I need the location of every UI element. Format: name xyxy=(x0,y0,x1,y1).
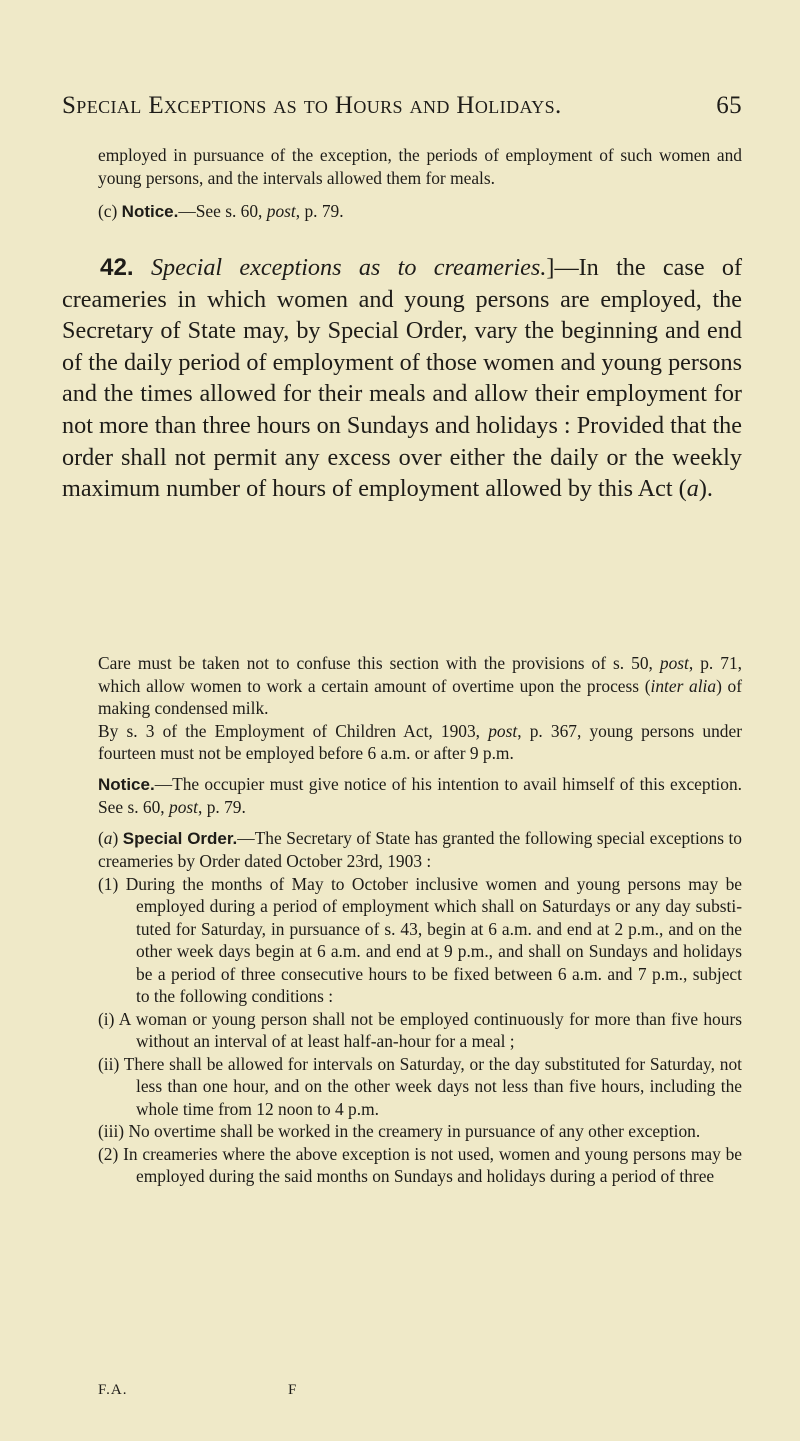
section-42-paragraph xyxy=(62,252,742,505)
condition-ii xyxy=(98,1053,742,1121)
notes xyxy=(98,652,742,1188)
special-order-heading: Special Order. xyxy=(122,828,238,848)
section-42 xyxy=(62,252,742,505)
care-text-c: ) of making condensed milk. xyxy=(98,675,743,718)
order-item-1 xyxy=(98,873,742,1008)
notice-c-label: (c) xyxy=(98,201,118,221)
section-body-end: ). xyxy=(698,475,713,503)
children-act-text-a: By s. 3 of the Employment of Children Act, 1903, xyxy=(98,720,489,741)
condition-i-label: (i) xyxy=(98,1008,115,1029)
section-bracket: ] xyxy=(546,254,555,281)
signature-left: F.A. xyxy=(98,1382,128,1398)
section-title: Special exceptions as to creameries. xyxy=(150,254,547,281)
order-item-2-label: (2) xyxy=(98,1143,119,1164)
notice-heading: Notice. xyxy=(98,774,155,794)
notice-c-text: —See s. 60, xyxy=(178,201,267,221)
continuation-paragraph: employed in pursuance of the exception, the periods of employment of such women and young persons, and the intervals allowed them for meals. xyxy=(98,145,742,188)
page-number: 65 xyxy=(716,92,742,119)
children-act-post: post xyxy=(488,720,518,741)
special-order-text: —The Secretary of State has granted the following special exceptions to creameries by Order dated October 23rd, 1903 : xyxy=(98,827,742,871)
condition-ii-label: (ii) xyxy=(98,1053,120,1074)
condition-iii xyxy=(98,1120,742,1143)
special-order-label-open: ( xyxy=(98,827,104,848)
care-text-b: , p. 71, which allow women to work a certain amount of overtime upon the process ( xyxy=(98,653,742,696)
notice-paragraph xyxy=(98,773,742,819)
notice-text-a: —The occupier must give notice of his intention to avail himself of this exception. See s. 60, xyxy=(98,773,742,817)
children-act-paragraph xyxy=(98,720,742,765)
order-item-2-text: In creameries where the above exception is not used, women and young persons may be employed during the said months on Sundays and holidays during a period of three xyxy=(123,1143,742,1186)
section-number: 42. xyxy=(100,254,134,281)
section-body: —In the case of creameries in which women and young persons are employed, the Secretary of State may, by Special Order, vary the beginning and end of the daily period of employment of those women and young persons and the times allowed for their meals and allow their employment for not more than three hours on Sundays and holidays : Provided that the order shall not permit any excess over either the daily or the weekly maximum number of hours of employment allowed by this Act ( xyxy=(62,254,743,503)
special-order-label-letter: a xyxy=(103,827,113,848)
care-inter-alia: inter alia xyxy=(650,675,717,696)
care-text-a: Care must be taken not to confuse this section with the provisions of s. 50, xyxy=(98,653,660,673)
notice-text-b: , p. 79. xyxy=(198,797,246,817)
notice-c-paragraph xyxy=(98,200,742,224)
condition-ii-text: There shall be allowed for intervals on Saturday, or the day substituted for Saturday, not less than one hour, and on the other week days not less than five hours, including the whole time from 12 noon to 4 p.m. xyxy=(123,1053,742,1119)
intro-continuation xyxy=(98,144,742,224)
running-head xyxy=(62,92,742,126)
order-item-1-label: (1) xyxy=(98,873,119,894)
order-item-1-text: During the months of May to October inclusive women and young persons may be employed during a period of employment which shall on Saturdays or any day substituted for Saturday, in pursuance of s. 43, begin at 6 a.m. and end at 2 p.m., and on the other week days begin at 6 a.m. and end at 9 p.m., and shall on Sundays and holidays be a period of three consecutive hours to be fixed between 6 a.m. and 7 p.m., subject to the following conditions : xyxy=(125,873,742,1006)
condition-i-text: A woman or young person shall not be employed continuously for more than five hours without an interval of at least half-an-hour for a meal ; xyxy=(118,1008,743,1051)
care-post: post xyxy=(659,653,689,673)
running-head-title: Special Exceptions as to Hours and Holidays. xyxy=(62,92,562,119)
care-paragraph xyxy=(98,652,742,720)
notice-c-page: , p. 79. xyxy=(295,201,344,221)
condition-iii-text: No overtime shall be worked in the creamery in pursuance of any other exception. xyxy=(128,1121,701,1141)
signature-line xyxy=(98,1382,518,1406)
notice-c-heading: Notice. xyxy=(121,202,179,221)
children-act-text-b: , p. 367, young persons under fourteen must not be employed before 6 a.m. or after 9 p.m. xyxy=(98,720,742,763)
condition-iii-label: (iii) xyxy=(98,1121,125,1141)
section-footnote-ref: a xyxy=(686,475,699,503)
condition-i xyxy=(98,1008,742,1053)
order-item-2 xyxy=(98,1143,742,1188)
special-order-paragraph xyxy=(98,827,742,873)
signature-right: F xyxy=(288,1382,298,1398)
notice-c-post: post xyxy=(266,201,296,221)
special-order-label-close: ) xyxy=(112,827,119,848)
notice-post: post xyxy=(169,797,199,817)
